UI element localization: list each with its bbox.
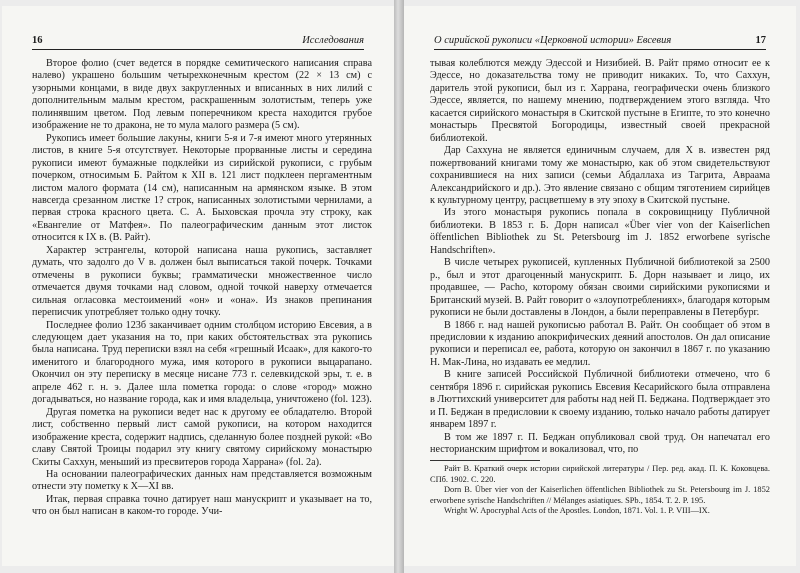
page-number: 16 xyxy=(32,35,43,46)
paragraph: Второе фолио (счет ведется в порядке семитического написания справа налево) украшено большим четырехконечным крестом (22 × 13 см) с узорными концами, в виде двух закругленных и вписанных в них лилий с дополнительным малым крестом, раскрашенным золотистым, теперь уже полинявшим цветом. Под левым поперечником креста находится грубое изображение не то дракона, не то мула малого размера (5 см). xyxy=(32,58,372,132)
page-number: 17 xyxy=(755,35,766,46)
right-page xyxy=(404,6,796,566)
paragraph: В том же 1897 г. П. Беджан опубликовал свой труд. Он напечатал его несторианским шрифтом и вокализовал, что, по xyxy=(430,431,770,456)
book-gutter xyxy=(394,0,404,573)
left-page-header xyxy=(32,34,364,48)
footnote: Wright W. Apocryphal Acts of the Apostles. London, 1871. Vol. 1. P. VIII—IX. xyxy=(444,506,710,516)
footnote: Райт В. Краткий очерк истории сирийской литературы / Пер. ред. акад. П. К. Коковцева. СПб. 1902. С. 220. xyxy=(430,464,770,484)
right-page-body xyxy=(430,58,770,457)
paragraph: Дар Саххуна не является единичным случаем, для X в. известен ряд пожертвований книгами тому же монастырю, как об этом свидетельствуют сохранившиеся на них записи (семьи Абдаллаха из Тагрита, Авраама Александрийского и др.). Это явление связано с общим тяготением сирийцев к культурному центру, расцветшему в эту эпоху в Скитской пустыне. xyxy=(430,145,770,206)
paragraph: Рукопись имеет большие лакуны, книги 5-я и 7-я имеют много утерянных листов, в книге 5-я отсутствует. Некоторые прорванные листы и середина рукописи имеют бумажные подклейки из сирийской рукописи, с грубым почерком, относимым Б. Райтом к XII в. 121 лист подклеен пергаментным листом малого формата (14 см), написанным на армянском языке. В этом навсегда срезанном листке 1? строк, написанных золотистыми чернилами, а первая строка красного цвета. С. А. Быховская прочла эту строку, как «Евангелие от Матфея». По палеографическим данным этот листок относится к IX в. (В. Райт). xyxy=(32,132,372,244)
footnotes xyxy=(430,460,770,517)
paragraph: В 1866 г. над нашей рукописью работал В. Райт. Он сообщает об этом в предисловии к изданию апокрифических деяний апостолов. Он дал описание рукописи и переписал ее, работа, которую он закончил в 1867 г. по указанию Н. Мак-Лина, но издавать ее медлил. xyxy=(430,319,770,368)
running-head: Исследования xyxy=(302,35,364,46)
paragraph: Итак, первая справка точно датирует наш манускрипт и указывает на то, что он был написан в каком-то городе. Учи- xyxy=(32,493,372,518)
left-page-body xyxy=(32,58,372,519)
paragraph: Из этого монастыря рукопись попала в сокровищницу Публичной библиотеки. В 1853 г. Б. Дорн написал «Über vier von der Kaiserlichen öffentlichen Bibliothek zu St. Petersbourg im J. 1852 erworbene syrische Handschriften». xyxy=(430,207,770,256)
paragraph: тывая колеблются между Эдессой и Низибией. В. Райт прямо относит ее к Эдессе, но доказательства тому не приводит никаких. То, что Саххун, даритель этой рукописи, был из г. Харрана, географически очень близкого Эдессе, является, по нашему мнению, подтверждением этого взгляда. Что касается сирийского монастыря в Скитской пустыне в Египте, то это конечно монастырь Пресвятой Богородицы, известный своей прекрасной библиотекой. xyxy=(430,58,770,144)
paragraph: В числе четырех рукописей, купленных Публичной библиотекой за 2500 р., был и этот драгоценный манускрипт. Б. Дорн называет и лицо, их продавшее, — Pacho, которому обязан своими сирийскими рукописями и Британский музей. В. Райт говорит о «злоупотреблениях», благодаря которым рукописи не были доставлены в Лондон, а были переправлены в Петербург. xyxy=(430,257,770,319)
paragraph: Другая пометка на рукописи ведет нас к другому ее обладателю. Второй лист, собственно первый лист самой рукописи, на котором находится изображение креста, содержит надпись, сделанную более поздней рукой: «Во славу Святой Троицы подарил эту книгу святому сирийскому монастырю Скиты Саххун, меньший из пресвитеров города Харрана» (fol. 2а). xyxy=(32,406,372,468)
running-head: О сирийской рукописи «Церковной истории» Евсевия xyxy=(434,35,672,46)
header-rule xyxy=(32,49,364,50)
paragraph: Характер эстрангелы, которой написана наша рукопись, заставляет думать, что задолго до V в. должен был выписаться такой почерк. Точками отмечены в рукописи буквы; грамматически множественное число отмечается двумя точками над словом, одной точкой наверху отмечается сильная огласовка местоимений «он» и «она». Из знаков препинания переписчик употребляет только одну точку. xyxy=(32,244,372,319)
left-page xyxy=(2,6,394,566)
paragraph: В книге записей Российской Публичной библиотеки отмечено, что 6 сентября 1896 г. сирийская рукопись Евсевия Кесарийского была отправлена в Люттихский университет для работы над ней П. Беджана. Подтверждает это и П. Беджан в предисловии к своему изданию, только начало работы датирует январем 1897 г. xyxy=(430,369,770,431)
paragraph: Последнее фолио 123б заканчивает одним столбцом историю Евсевия, а в следующем дает указания на то, при каких обстоятельствах эта рукопись была написана. Труд переписки взял на себя «грешный Исаак», для какого-то именитого и благородного мужа, имя которого в рукописи выцарапано. Окончил он эту переписку в месяце нисане 773 г. селевкидской эры, т. е. в апреле 462 г. н. э. Далее шла пометка города: о слове «город» можно догадываться, но название города, как и имя владельца, уничтожено (fol. 123). xyxy=(32,319,372,406)
right-page-header xyxy=(434,34,766,48)
footnote-rule xyxy=(430,460,540,461)
header-rule xyxy=(434,49,766,50)
footnote: Dorn B. Über vier von der Kaiserlichen öffentlichen Bibliothek zu St. Petersbourg im J. 1852 erworbene syrische Handschriften // Mélanges asiatiques. SPb., 1854. T. 2. P. 195. xyxy=(430,485,770,505)
paragraph: На основании палеографических данных нам представляется возможным отнести эту пометку к X—XI вв. xyxy=(32,468,372,493)
